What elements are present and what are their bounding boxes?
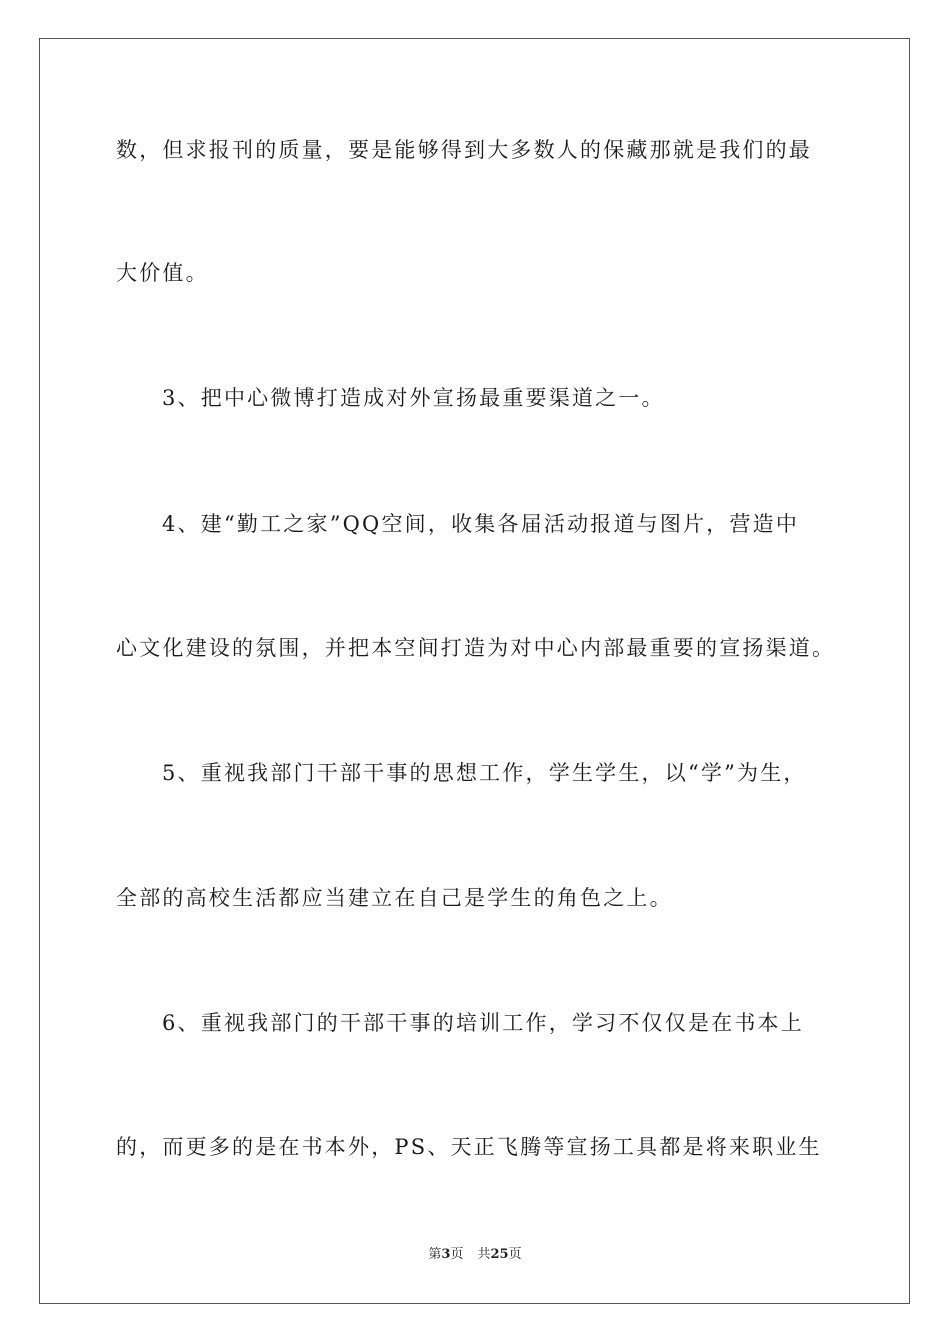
page-footer [0,1246,950,1264]
text-line-3: 3、把中心微博打造成对外宣扬最重要渠道之一。 [162,386,665,410]
page-prefix: 第 [428,1247,442,1262]
text-line-6: 5、重视我部门干部干事的思想工作，学生学生，以“学”为生， [162,761,807,785]
page-border [39,38,910,1304]
text-line-2: 大价值。 [116,261,209,285]
text-line-7: 全部的高校生活都应当建立在自己是学生的角色之上。 [116,886,673,910]
page-number: 3 [441,1247,451,1262]
text-line-8: 6、重视我部门的干部干事的培训工作，学习不仅仅是在书本上 [162,1011,804,1035]
page-suffix: 页 [450,1247,464,1262]
text-line-4: 4、建“勤工之家”QQ空间，收集各届活动报道与图片，营造中 [162,512,800,536]
total-suffix: 页 [508,1247,522,1262]
text-line-9: 的，而更多的是在书本外，PS、天正飞腾等宣扬工具都是将来职业生 [116,1135,822,1159]
text-line-1: 数，但求报刊的质量，要是能够得到大多数人的保藏那就是我们的最 [116,138,812,162]
total-prefix: 共 [477,1247,491,1262]
total-pages: 25 [490,1247,509,1262]
text-line-5: 心文化建设的氛围，并把本空间打造为对中心内部最重要的宣扬渠道。 [116,636,836,660]
